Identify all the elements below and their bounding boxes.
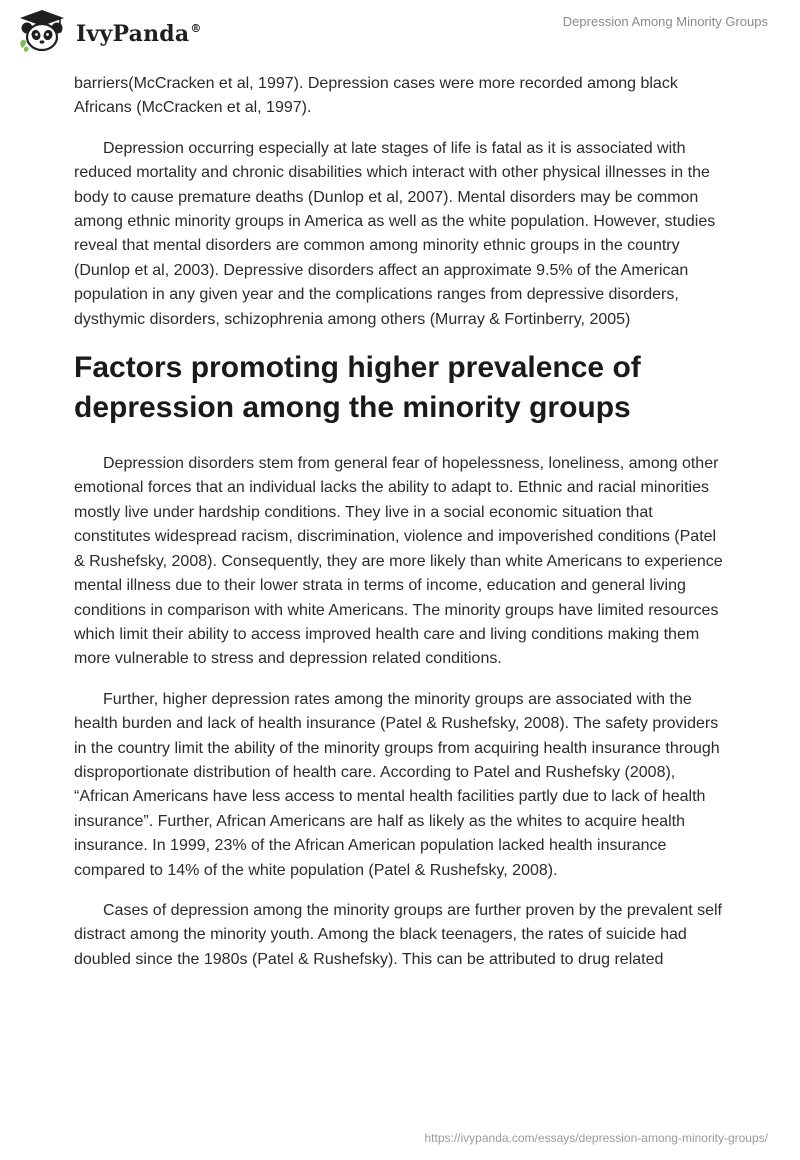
source-url-link[interactable]: https://ivypanda.com/essays/depression-among-minority-groups/	[424, 1131, 768, 1145]
paragraph-2: Depression occurring especially at late stages of life is fatal as it is associated with reduced mortality and chronic disabilities which interact with other physical illnesses in the body to cause premature deaths (Dunlop et al, 2007). Mental disorders may be common among ethnic minority groups in America as well as the white population. However, studies reveal that mental disorders are common among minority ethnic groups in the country (Dunlop et al, 2003). Depressive disorders affect an approximate 9.5% of the American population in any given year and the complications ranges from depressive disorders, dysthymic disorders, schizophrenia among others (Murray & Fortinberry, 2005)	[74, 139, 716, 328]
paragraph-1: barriers(McCracken et al, 1997). Depression cases were more recorded among black Africans (McCracken et al, 1997).	[74, 75, 678, 117]
document-title: Depression Among Minority Groups	[562, 14, 768, 29]
brand-name: IvyPanda®	[76, 21, 202, 47]
paragraph-5: Cases of depression among the minority groups are further proven by the prevalent self distract among the minority youth. Among the black teenagers, the rates of suicide had doubled since the 1980s (Patel & Rushefsky). This can be attributed to drug related	[74, 901, 722, 968]
page-header	[0, 0, 800, 60]
article-body	[74, 72, 730, 988]
brand-logo[interactable]	[16, 8, 202, 56]
paragraph-4: Further, higher depression rates among the minority groups are associated with the health burden and lack of health insurance (Patel & Rushefsky, 2008). The safety providers in the country limit the ability of the minority groups from acquiring health insurance through disproportionate distribution of health care. According to Patel and Rushefsky (2008), “African Americans have less access to mental health facilities partly due to lack of health insurance”. Further, African Americans are half as likely as the whites to acquire health insurance. In 1999, 23% of the African American population lacked health insurance compared to 14% of the white population (Patel & Rushefsky, 2008).	[74, 690, 720, 879]
section-heading: Factors promoting higher prevalence of depression among the minority groups	[74, 351, 641, 425]
registered-mark: ®	[190, 22, 202, 35]
paragraph-3: Depression disorders stem from general fear of hopelessness, loneliness, among other emotional forces that an individual lacks the ability to adapt to. Ethnic and racial minorities mostly live under hardship conditions. They live in a social economic situation that constitutes widespread racism, discrimination, violence and impoverished conditions (Patel & Rushefsky, 2008). Consequently, they are more likely than white Americans to experience mental illness due to their lower strata in terms of income, education and general living conditions in comparison with white Americans. The minority groups have limited resources which limit their ability to access improved health care and living conditions making them more vulnerable to stress and depression related conditions.	[74, 455, 723, 668]
panda-graduate-icon	[16, 8, 68, 56]
